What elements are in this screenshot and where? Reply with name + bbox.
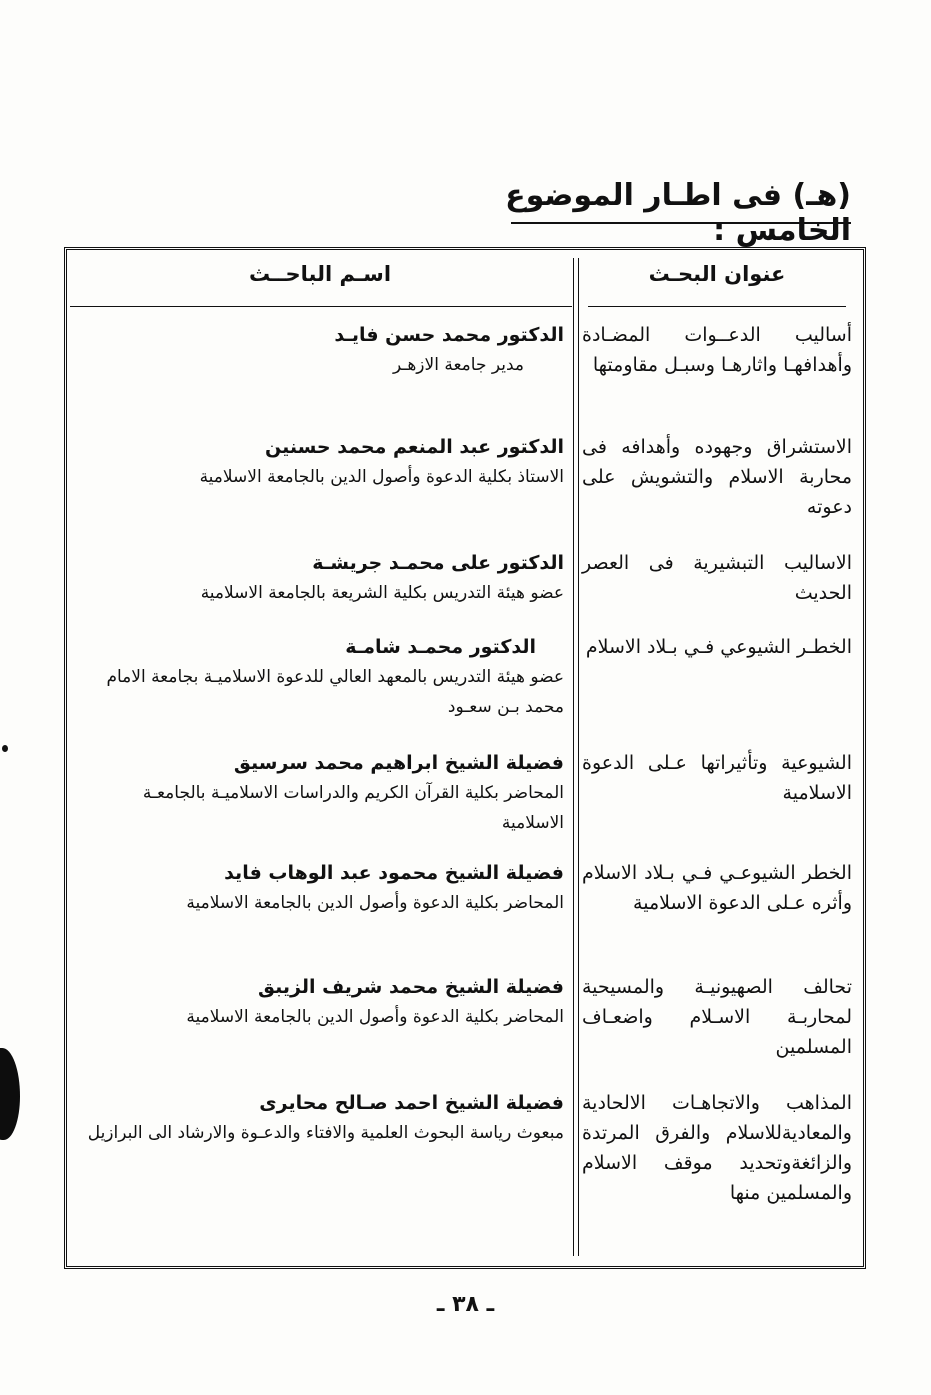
researcher-cell — [78, 972, 564, 1032]
scan-ink-dot — [2, 745, 8, 752]
researcher-position: الاستاذ بكلية الدعوة وأصول الدين بالجامعة الاسلامية — [199, 467, 564, 487]
researcher-position: مدير جامعة الازهـر — [392, 355, 524, 375]
research-title: المذاهب والاتجاهـات الالحادية والمعاديةللاسلام والفرق المرتدة والزائغةوتحديد موقف الاسلام والمسلمين منها — [582, 1092, 852, 1204]
header-research-title: عنوان البحـث — [648, 262, 786, 286]
researcher-name: فضيلة الشيخ ابراهيم محمد سرسيق — [233, 752, 564, 774]
header-divider-right — [588, 306, 846, 307]
researcher-position: المحاضر بكلية الدعوة وأصول الدين بالجامعة الاسلامية — [186, 893, 564, 913]
research-title: الشيوعية وتأثيراتها عـلى الدعوة الاسلامية — [582, 752, 852, 804]
researcher-name: الدكتور عبد المنعم محمد حسنين — [264, 436, 564, 458]
header-divider-left — [70, 306, 572, 307]
research-title: أساليب الدعــوات المضـادة وأهدافهـا واثارهـا وسبـل مقاومتها — [582, 324, 852, 376]
researcher-position: المحاضر بكلية الدعوة وأصول الدين بالجامعة الاسلامية — [186, 1007, 564, 1027]
researcher-name: فضيلة الشيخ احمد صـالح محايرى — [259, 1092, 564, 1114]
researcher-cell — [78, 320, 564, 380]
heading-underline — [511, 222, 851, 224]
researcher-name: فضيلة الشيخ محمد شريف الزيبق — [257, 976, 564, 998]
researcher-position: المحاضر بكلية القرآن الكريم والدراسات الاسلاميـة بالجامعـة الاسلامية — [142, 783, 564, 833]
column-divider — [573, 258, 579, 1256]
research-title: الخطر الشيوعـي فـي بـلاد الاسلام وأثره عـلى الدعوة الاسلامية — [582, 862, 852, 914]
header-researcher-name: اسـم الباحــث — [248, 262, 392, 286]
researcher-cell — [78, 1088, 564, 1148]
researcher-name: الدكتور محمـد شامـة — [345, 636, 536, 658]
researcher-name: فضيلة الشيخ محمود عبد الوهاب فايد — [224, 862, 564, 884]
research-title: الاساليب التبشيرية فى العصر الحديث — [582, 552, 852, 604]
section-heading: (هـ) فى اطـار الموضوع الخامس : — [505, 178, 851, 248]
researcher-name: الدكتور على محمـد جريشـة — [312, 552, 564, 574]
research-title: الاستشراق وجهوده وأهدافه فى محاربة الاسلام والتشويش على دعوته — [582, 436, 852, 518]
researcher-cell — [78, 548, 564, 608]
research-title: الخطـر الشيوعي فـي بـلاد الاسلام — [585, 636, 852, 658]
researcher-cell — [78, 432, 564, 492]
researcher-position: مبعوث رياسة البحوث العلمية والافتاء والدعـوة والارشاد الى البرازيل — [87, 1123, 564, 1143]
research-title: تحالف الصهيونيـة والمسيحية لمحاربـة الاسـلام واضعـاف المسلمين — [582, 976, 852, 1058]
researcher-cell — [78, 748, 564, 838]
researcher-position: عضو هيئة التدريس بكلية الشريعة بالجامعة الاسلامية — [200, 583, 564, 603]
researcher-position: عضو هيئة التدريس بالمعهد العالي للدعوة الاسلاميـة بجامعة الامام محمد بـن سعـود — [106, 667, 564, 717]
researcher-cell — [78, 632, 564, 722]
scan-ink-blot — [0, 1048, 20, 1140]
researcher-cell — [78, 858, 564, 918]
page-number: ـ ٣٨ ـ — [436, 1292, 495, 1317]
researcher-name: الدكتور محمد حسن فايـد — [334, 324, 564, 346]
